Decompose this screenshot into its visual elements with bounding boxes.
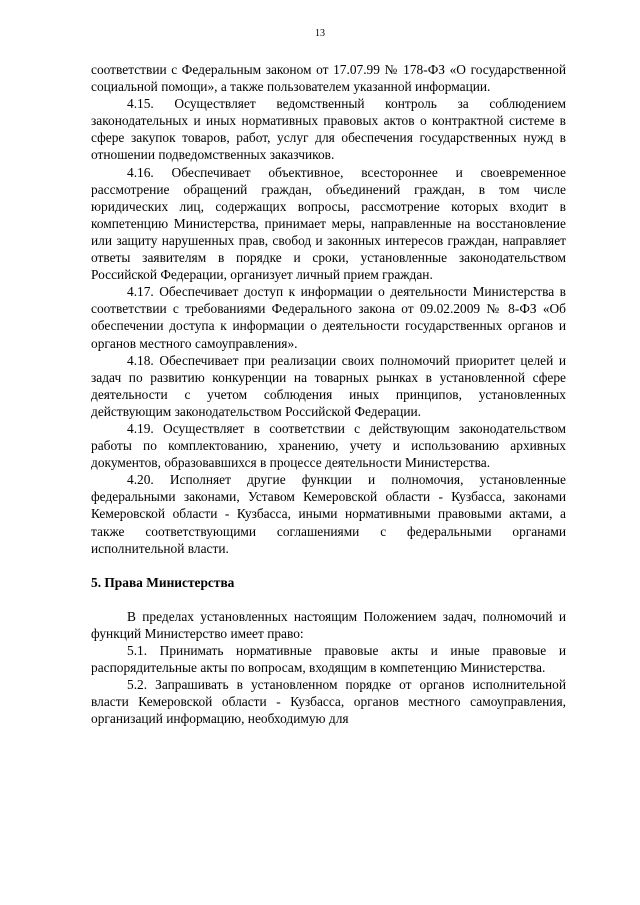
paragraph-5-2: 5.2. Запрашивать в установленном порядке от органов исполнительной власти Кемеровской области - Кузбасса, органов местного самоуправления, организаций информацию, необходимую для — [91, 677, 566, 727]
paragraph-5-1: 5.1. Принимать нормативные правовые акты и иные правовые и распорядительные акты по вопросам, входящим в компетенцию Министерства. — [91, 643, 566, 676]
spacer — [91, 557, 566, 574]
page-number: 13 — [315, 28, 325, 39]
paragraph-4-18: 4.18. Обеспечивает при реализации своих полномочий приоритет целей и задач по развитию конкуренции на товарных рынках в установленной сфере деятельности с учетом соблюдения иных принципов, установленных действующим законодательством Российской Федерации. — [91, 352, 566, 419]
paragraph-4-15: 4.15. Осуществляет ведомственный контроль за соблюдением законодательных и иных нормативных правовых актов о контрактной системе в сфере закупок товаров, работ, услуг для обеспечения государственных нужд в отношении подведомственных заказчиков. — [91, 96, 566, 163]
paragraph-4-17: 4.17. Обеспечивает доступ к информации о деятельности Министерства в соответствии с требованиями Федерального закона от 09.02.2009 № 8-ФЗ «Об обеспечении доступа к информации о деятельности государственных органов и органов местного самоуправления». — [91, 284, 566, 351]
paragraph-4-20: 4.20. Исполняет другие функции и полномочия, установленные федеральными законами, Уставом Кемеровской области - Кузбасса, законами Кемеровской области - Кузбасса, иными нормативными правовыми актами, а также соответствующими соглашениями с федеральными органами исполнительной власти. — [91, 472, 566, 556]
document-body — [91, 61, 566, 727]
section-title: 5. Права Министерства — [91, 574, 235, 590]
spacer — [91, 591, 566, 608]
paragraph-continuation: соответствии с Федеральным законом от 17.07.99 № 178-ФЗ «О государственной социальной помощи», а также пользователем указанной информации. — [91, 62, 566, 95]
paragraph-4-16: 4.16. Обеспечивает объективное, всестороннее и своевременное рассмотрение обращений граждан, объединений граждан, в том числе юридических лиц, содержащих вопросы, рассмотрение которых входит в компетенцию Министерства, принимает меры, направленные на восстановление или защиту нарушенных прав, свобод и законных интересов граждан, направляет ответы заявителям в порядке и сроки, установленные законодательством Российской Федерации, организует личный прием граждан. — [91, 164, 566, 283]
paragraph-intro: В пределах установленных настоящим Положением задач, полномочий и функций Министерство имеет право: — [91, 608, 566, 641]
paragraph-4-19: 4.19. Осуществляет в соответствии с действующим законодательством работы по комплектованию, хранению, учету и использованию архивных документов, образовавшихся в процессе деятельности Министерства. — [91, 420, 566, 471]
